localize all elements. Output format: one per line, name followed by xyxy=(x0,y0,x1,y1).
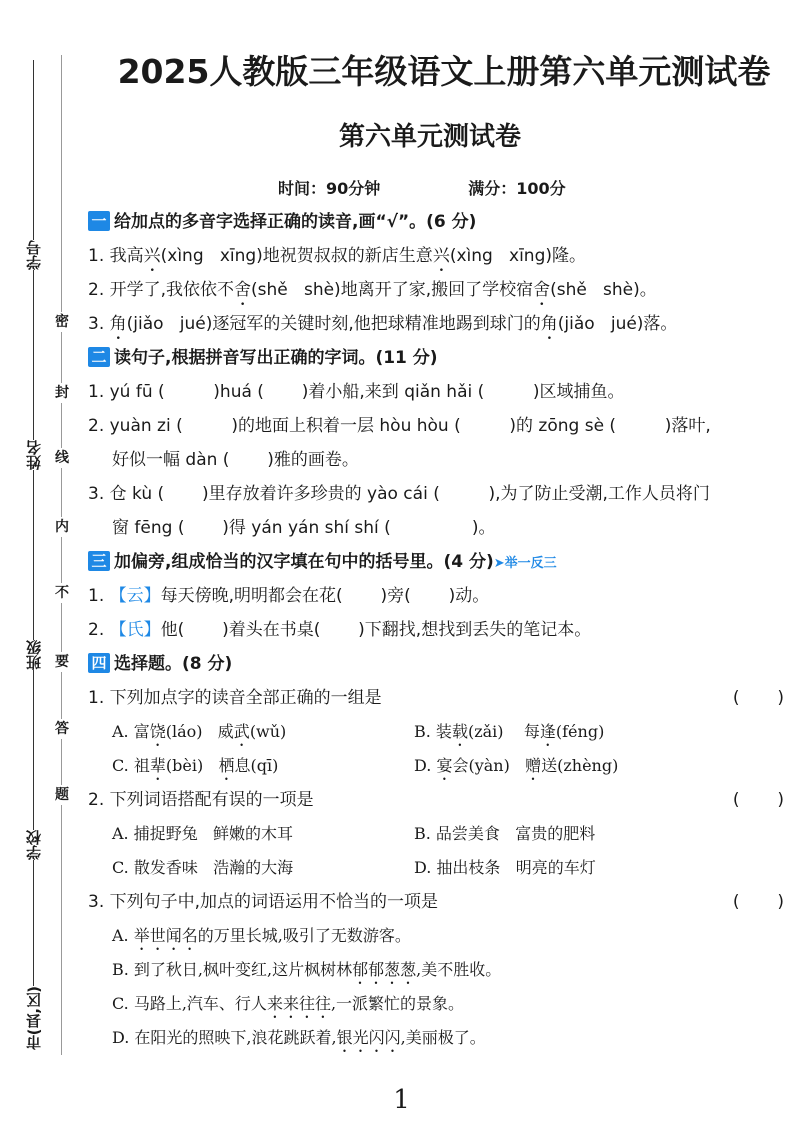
text-run: (féng) xyxy=(555,722,605,741)
question-line xyxy=(88,239,788,273)
question-line xyxy=(88,409,788,443)
dotted-text: 武 xyxy=(233,722,250,741)
extension-tag: ➤举一反三 xyxy=(493,556,557,571)
option xyxy=(112,851,414,885)
text-run: 【氏】 xyxy=(109,620,161,640)
option-row xyxy=(88,919,788,953)
text-run: (xìng xīng)隆。 xyxy=(449,246,586,266)
section-header xyxy=(88,545,788,579)
seal-char: 要 xyxy=(52,652,72,672)
exam-meta xyxy=(278,176,566,199)
section-number-badge: 三 xyxy=(88,551,110,571)
text-run: 2. xyxy=(88,620,110,640)
text-run: 3. 仓 kù ( )里存放着许多珍贵的 yào cái ( ),为了防止受潮,工作人员将门 xyxy=(88,484,710,504)
text-run: A. xyxy=(112,926,134,945)
seal-char: 线 xyxy=(52,448,72,468)
text-run: 3. xyxy=(88,314,110,334)
question-line xyxy=(88,613,788,647)
fill-line xyxy=(33,670,34,830)
dotted-text: 辈 xyxy=(149,756,166,775)
text-run: 2. 下列词语搭配有误的一项是 xyxy=(88,790,314,810)
text-run: C. 祖 xyxy=(112,756,150,775)
text-run: B. 装 xyxy=(414,722,452,741)
question-line xyxy=(88,375,788,409)
question-line xyxy=(88,477,788,511)
document-title: 2025人教版三年级语文上册第六单元测试卷 xyxy=(117,52,771,91)
time-limit: 时间：90分钟 xyxy=(278,179,381,198)
seal-char: 内 xyxy=(52,517,72,537)
binding-margin xyxy=(0,0,85,1122)
text-run: 好似一幅 dàn ( )雅的画卷。 xyxy=(112,450,359,470)
dotted-text: 舍 xyxy=(234,280,252,300)
text-run: 送(zhèng) xyxy=(541,756,619,775)
option xyxy=(414,749,716,784)
text-run: 读句子,根据拼音写出正确的字词。(11 分) xyxy=(114,348,438,368)
text-run: 每天傍晚,明明都会在花( )旁( )动。 xyxy=(160,586,490,606)
dotted-text: 赠 xyxy=(525,756,542,775)
option-row xyxy=(88,749,788,783)
text-run: 2. yuàn zi ( )的地面上积着一层 hòu hòu ( )的 zōng sè ( )落叶, xyxy=(88,416,711,436)
question-body xyxy=(88,205,788,1055)
text-run: 的万里长城,吸引了无数游客。 xyxy=(197,926,411,945)
text-run: 2. 开学了,我依依不 xyxy=(88,280,235,300)
dotted-text: 银光闪闪 xyxy=(336,1028,401,1047)
fill-line xyxy=(33,270,34,440)
binding-field xyxy=(20,60,46,270)
question-line xyxy=(88,273,788,307)
seal-char: 不 xyxy=(52,583,72,603)
text-run: D. xyxy=(414,756,437,775)
text-run: B. 品尝美食 富贵的肥料 xyxy=(414,824,596,843)
text-run: ,美丽极了。 xyxy=(400,1028,486,1047)
text-run: A. 捕捉野兔 鲜嫩的木耳 xyxy=(112,824,293,843)
page-number: 1 xyxy=(393,1085,410,1115)
answer-bracket[interactable]: ( ) xyxy=(732,790,784,810)
option-row xyxy=(88,817,788,851)
question-line xyxy=(88,579,788,613)
dotted-text: 兴 xyxy=(143,246,161,266)
text-run: (bèi) xyxy=(165,756,219,775)
binding-field xyxy=(20,670,46,860)
section-number-badge: 二 xyxy=(88,347,110,367)
text-run: (zǎi) 每 xyxy=(467,722,540,741)
fill-line xyxy=(33,470,34,640)
field-label: 姓名 xyxy=(24,440,43,470)
text-run: 窗 fēng ( )得 yán yán shí shí ( )。 xyxy=(112,518,496,538)
answer-bracket[interactable]: ( ) xyxy=(732,688,784,708)
field-label: 市(县,区) xyxy=(24,985,43,1050)
section-header xyxy=(88,205,788,239)
text-run: (láo) 威 xyxy=(165,722,234,741)
option-row xyxy=(88,953,788,987)
text-run: C. 马路上,汽车、行人 xyxy=(112,994,267,1013)
option xyxy=(414,851,716,885)
option-row xyxy=(88,851,788,885)
text-run: 给加点的多音字选择正确的读音,画“√”。(6 分) xyxy=(114,212,477,232)
option xyxy=(414,715,716,750)
text-run: A. 富 xyxy=(112,722,150,741)
text-run: (shě shè)地离开了家,搬回了学校宿 xyxy=(251,280,534,300)
field-label: 学校 xyxy=(24,830,43,860)
dotted-text: 逢 xyxy=(539,722,556,741)
seal-char: 题 xyxy=(52,785,72,805)
seal-char: 封 xyxy=(52,383,72,403)
option xyxy=(112,749,414,784)
field-label: 学号 xyxy=(24,240,43,270)
dotted-text: 郁郁葱葱 xyxy=(352,960,417,979)
binding-field xyxy=(20,470,46,670)
text-run: 3. 下列句子中,加点的词语运用不恰当的一项是 xyxy=(88,892,439,912)
text-run: 他( )着头在书桌( )下翻找,想找到丢失的笔记本。 xyxy=(160,620,592,640)
dotted-text: 角 xyxy=(109,314,127,334)
text-run: ,美不胜收。 xyxy=(416,960,502,979)
question-line xyxy=(88,307,788,341)
text-run: (jiǎo jué)逐冠军的关键时刻,他把球精准地踢到球门的 xyxy=(126,314,541,334)
question-line xyxy=(88,443,788,477)
text-run: 1. 下列加点字的读音全部正确的一组是 xyxy=(88,688,382,708)
text-run: D. 抽出枝条 明亮的车灯 xyxy=(414,858,596,877)
option xyxy=(112,817,414,851)
section-header xyxy=(88,647,788,681)
question-line xyxy=(88,885,788,919)
binding-field xyxy=(20,860,46,1050)
dotted-text: 栖 xyxy=(218,756,235,775)
text-run: 息(qī) xyxy=(234,756,279,775)
dotted-text: 角 xyxy=(540,314,558,334)
option-row xyxy=(88,1021,788,1055)
dotted-text: 来来往往 xyxy=(266,994,331,1013)
fill-line xyxy=(33,60,34,240)
text-run: (xìng xīng)地祝贺叔叔的新店生意 xyxy=(160,246,433,266)
seal-line xyxy=(61,55,62,1055)
text-run: (wǔ) xyxy=(249,722,287,741)
option-row xyxy=(88,715,788,749)
answer-bracket[interactable]: ( ) xyxy=(732,892,784,912)
text-run: 1. xyxy=(88,586,110,606)
question-line xyxy=(88,511,788,545)
text-run: C. 散发香味 浩瀚的大海 xyxy=(112,858,294,877)
text-run: (shě shè)。 xyxy=(550,280,657,300)
dotted-text: 载 xyxy=(451,722,468,741)
text-run: 选择题。(8 分) xyxy=(114,654,233,674)
binding-field xyxy=(20,270,46,470)
option xyxy=(112,715,414,750)
section-header xyxy=(88,341,788,375)
text-run: 1. yú fū ( )huá ( )着小船,来到 qiǎn hǎi ( )区域捕鱼。 xyxy=(88,382,625,402)
question-line xyxy=(88,783,788,817)
question-line xyxy=(88,681,788,715)
text-run: D. 在阳光的照映下,浪花跳跃着, xyxy=(112,1028,337,1047)
seal-char: 答 xyxy=(52,719,72,739)
fill-line xyxy=(33,860,34,986)
option xyxy=(414,817,716,851)
text-run: B. 到了秋日,枫叶变红,这片枫树林 xyxy=(112,960,353,979)
dotted-text: 饶 xyxy=(149,722,166,741)
text-run: 1. 我高 xyxy=(88,246,144,266)
seal-char: 密 xyxy=(52,312,72,332)
section-number-badge: 四 xyxy=(88,653,110,673)
section-number-badge: 一 xyxy=(88,211,110,231)
dotted-text: 宴 xyxy=(436,756,453,775)
option-row xyxy=(88,987,788,1021)
field-label: 班级 xyxy=(24,640,43,670)
dotted-text: 举世闻名 xyxy=(133,926,198,945)
full-score: 满分：100分 xyxy=(468,179,566,198)
text-run: 会(yàn) xyxy=(452,756,526,775)
text-run: 加偏旁,组成恰当的汉字填在句中的括号里。(4 分) xyxy=(114,552,494,572)
test-subtitle: 第六单元测试卷 xyxy=(338,122,521,152)
text-run: 【云】 xyxy=(109,586,161,606)
text-run: (jiǎo jué)落。 xyxy=(557,314,678,334)
text-run: ,一派繁忙的景象。 xyxy=(330,994,465,1013)
dotted-text: 兴 xyxy=(432,246,450,266)
dotted-text: 舍 xyxy=(533,280,551,300)
